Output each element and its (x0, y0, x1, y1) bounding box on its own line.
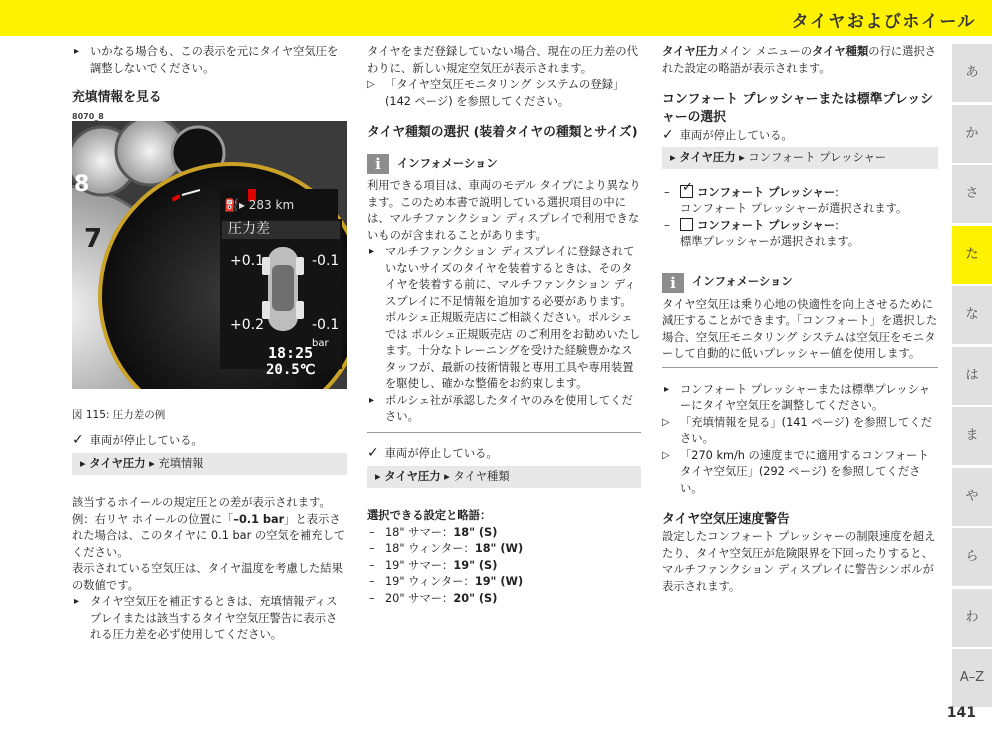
side-tab-3[interactable]: た (952, 226, 992, 284)
paragraph: 表示されている空気圧は、タイヤ温度を考慮した結果の数値です。 (72, 562, 343, 592)
tire-options-list (367, 525, 641, 608)
menu-arrow-icon: ▸ (375, 470, 385, 483)
info-paragraph: 利用できる項目は、車両のモデル タイプにより異なります。このため本書で説明している選択項目の中には、マルチファンクション ディスプレイで利用できないものが含まれることがあります。 (367, 179, 641, 242)
rear-right-value (312, 317, 347, 352)
info-header (662, 273, 938, 293)
figure-caption: 図 115: 圧力差の例 (72, 409, 166, 421)
options-heading: 選択できる設定と略語： (367, 509, 492, 522)
paragraph: 設定したコンフォート プレッシャーの制限速度を超えたり、タイヤ空気圧が危険限界を下回ったりすると、マルチファンクション ディスプレイに警告シンボルが表示されます。 (662, 530, 936, 593)
side-tab-0[interactable]: あ (952, 44, 992, 102)
paragraph: 該当するホイールの規定圧との差が表示されます。 (72, 496, 331, 509)
menu-path-sub: 充填情報 (158, 457, 204, 470)
figure-115 (72, 109, 347, 379)
condition-check (662, 127, 938, 145)
side-tab-6[interactable]: ま (952, 407, 992, 465)
menu-path (367, 466, 641, 488)
text: の行に選択された設定の略語が表示されます。 (662, 45, 937, 75)
side-tab-5[interactable]: は (952, 347, 992, 405)
reference-link[interactable]: ▷ 「充填情報を見る」(141 ページ) を参照してください。 (662, 415, 938, 448)
menu-path (662, 147, 938, 169)
condition-text: 車両が停止している。 (89, 433, 203, 447)
tire-option-item (367, 591, 641, 608)
side-tab-7[interactable]: や (952, 468, 992, 526)
menu-arrow-icon: ▸ (670, 150, 680, 164)
checkbox-unchecked-icon[interactable] (680, 218, 693, 231)
tire-option-label: 19" ウィンター： (385, 575, 475, 588)
bullet-item: ▸ コンフォート プレッシャーまたは標準プレッシャーにタイヤ空気圧を調整してください。 (662, 382, 938, 415)
menu-path-sub: コンフォート プレッシャー (748, 150, 887, 164)
heading-comfort-pressure: コンフォート プレッシャーまたは標準プレッシャーの選択 (662, 92, 934, 125)
side-tab-1[interactable]: か (952, 105, 992, 163)
condition-check (367, 445, 641, 463)
option-comfort-unchecked: – コンフォート プレッシャー: (662, 218, 938, 235)
header-bar (0, 0, 992, 36)
menu-path-sub: タイヤ種類 (453, 470, 510, 483)
alphabet-tabs (952, 44, 992, 710)
clock: 18:25 (268, 344, 314, 362)
front-left-value: +0.1 (230, 253, 264, 269)
heading-view-fill-info: 充填情報を見る (72, 90, 162, 105)
menu-separator-icon: ▸ (735, 150, 749, 164)
tire-option-abbr: 18" (S) (453, 525, 498, 539)
side-tab-2[interactable]: さ (952, 165, 992, 223)
side-tab-10[interactable]: A–Z (952, 649, 992, 707)
front-right-value: -0.1 (312, 253, 340, 269)
bullet-item: ▸ いかなる場合も、この表示を元にタイヤ空気圧を調整しないでください。 (72, 44, 347, 77)
section-title: タイヤおよびホイール (791, 12, 976, 32)
condition-text: 車両が停止している。 (384, 446, 498, 460)
side-tab-4[interactable]: な (952, 286, 992, 344)
tire-option-label: 18" ウィンター： (385, 542, 475, 555)
menu-path-main: タイヤ圧力 (384, 470, 441, 483)
bullet-item: ▸ マルチファンクション ディスプレイに登録されていないサイズのタイヤを装着するときは、そのタイヤを装着する前に、マルチファンクション ディスプレイに不足情報を追加する必要があります。 (367, 244, 641, 310)
option-title: コンフォート プレッシャー (697, 218, 836, 232)
outside-temp: 20.5℃ (266, 362, 316, 378)
checkmark-icon: ✓ (367, 444, 379, 461)
paragraph: タイヤをまだ登録していない場合、現在の圧力差の代わりに、新しい規定空気圧が表示されます。 (367, 45, 638, 75)
gear-digit: 8 (74, 172, 90, 197)
info-icon: i (367, 154, 389, 174)
column-3 (662, 44, 938, 595)
option-title: コンフォート プレッシャー (697, 185, 836, 199)
tire-option-item (367, 541, 641, 558)
paragraph-example (72, 512, 347, 562)
paragraph-indented: ポルシェ正規販売店にご相談ください。ポルシェ では ポルシェ正規販売店 のご利用をお勧めいたします。十分なトレーニングを受けた経験豊かなスタッフが、最新の技術情報と専用工具や専用装置を駆使し、確かな整備をお約束します。 (385, 311, 641, 390)
bullet-item: ▸ タイヤ空気圧を補正するときは、充填情報ディスプレイまたは該当するタイヤ空気圧警告に表示される圧力差を必ず使用してください。 (72, 594, 347, 644)
heading-tire-type: タイヤ種類の選択 (装着タイヤの種類とサイズ) (367, 125, 638, 140)
side-tab-8[interactable]: ら (952, 528, 992, 586)
info-header (367, 154, 641, 174)
paragraph (662, 44, 938, 77)
range-readout (224, 197, 294, 214)
tire-option-label: 20" サマー： (385, 591, 454, 605)
rear-left-value: +0.2 (230, 317, 264, 333)
figure-code: 8070_8 (72, 112, 104, 121)
instrument-cluster-image (72, 121, 347, 389)
tire-option-item (367, 558, 641, 575)
menu-path-main: タイヤ圧力 (679, 150, 736, 164)
page-number: 141 (946, 705, 976, 721)
checkbox-checked-icon[interactable] (680, 185, 693, 198)
reference-link[interactable]: ▷ 「タイヤ空気圧モニタリング システムの登録」(142 ページ) を参照してください。 (367, 77, 641, 110)
unit-label: bar (312, 337, 329, 349)
menu-path (72, 453, 347, 475)
checkmark-icon: ✓ (662, 127, 674, 143)
fuel-icon: ⛽▸ (224, 198, 249, 212)
tire-option-abbr: 18" (W) (474, 542, 524, 555)
term-tire-pressure: タイヤ圧力 (662, 45, 719, 58)
tire-option-abbr: 19" (W) (474, 575, 524, 588)
condition-check (72, 432, 347, 450)
option-desc: 標準プレッシャーが選択されます。 (680, 235, 860, 248)
heading-speed-warning: タイヤ空気圧速度警告 (662, 512, 790, 527)
tire-option-abbr: 20" (S) (453, 591, 498, 605)
example-value: –0.1 bar (233, 512, 285, 526)
text: メイン メニューの (718, 45, 813, 58)
tire-option-item (367, 525, 641, 542)
column-2 (367, 44, 641, 607)
tire-option-abbr: 19" (S) (453, 558, 498, 572)
range-value: 283 km (248, 198, 295, 212)
side-tab-9[interactable]: わ (952, 589, 992, 647)
info-title: インフォメーション (692, 275, 793, 289)
left-gauge-digit: 7 (84, 224, 103, 254)
tire-option-label: 19" サマー： (385, 558, 454, 572)
rear-right-pressure: -0.1 (312, 317, 340, 333)
menu-arrow-icon: ▸ (80, 457, 90, 470)
bullet-item: ▸ ポルシェ社が承認したタイヤのみを使用してください。 (367, 393, 641, 426)
menu-separator-icon: ▸ (145, 457, 159, 470)
example-text-1: 例：右リヤ ホイールの位置に「 (72, 512, 234, 526)
column-1 (72, 44, 347, 644)
option-desc: コンフォート プレッシャーが選択されます。 (680, 202, 908, 215)
condition-text: 車両が停止している。 (679, 129, 793, 142)
info-paragraph: タイヤ空気圧は乗り心地の快適性を向上させるために減圧することができます。「コンフォート」を選択した場合、空気圧モニタリング システムは空気圧をモニターして自動的に低いプレッシャー値を使用します。 (662, 297, 938, 360)
example-text-2: 」と表示された場合は、このタイヤに 0.1 bar の空気を補充してください。 (72, 512, 346, 559)
term-tire-type: タイヤ種類 (812, 45, 869, 58)
checkmark-icon: ✓ (72, 431, 84, 448)
tire-option-item (367, 574, 641, 591)
reference-link[interactable]: ▷ 「270 km/h の速度までに適用するコンフォート タイヤ空気圧」(292 ページ) を参照してください。 (662, 448, 938, 498)
menu-separator-icon: ▸ (440, 470, 454, 483)
info-title: インフォメーション (397, 156, 498, 170)
pressure-label: 圧力差 (228, 221, 270, 237)
info-icon: i (662, 273, 684, 293)
menu-path-main: タイヤ圧力 (89, 457, 146, 470)
option-comfort-checked: ✓– コンフォート プレッシャー: (662, 185, 938, 202)
tire-option-label: 18" サマー： (385, 525, 454, 539)
